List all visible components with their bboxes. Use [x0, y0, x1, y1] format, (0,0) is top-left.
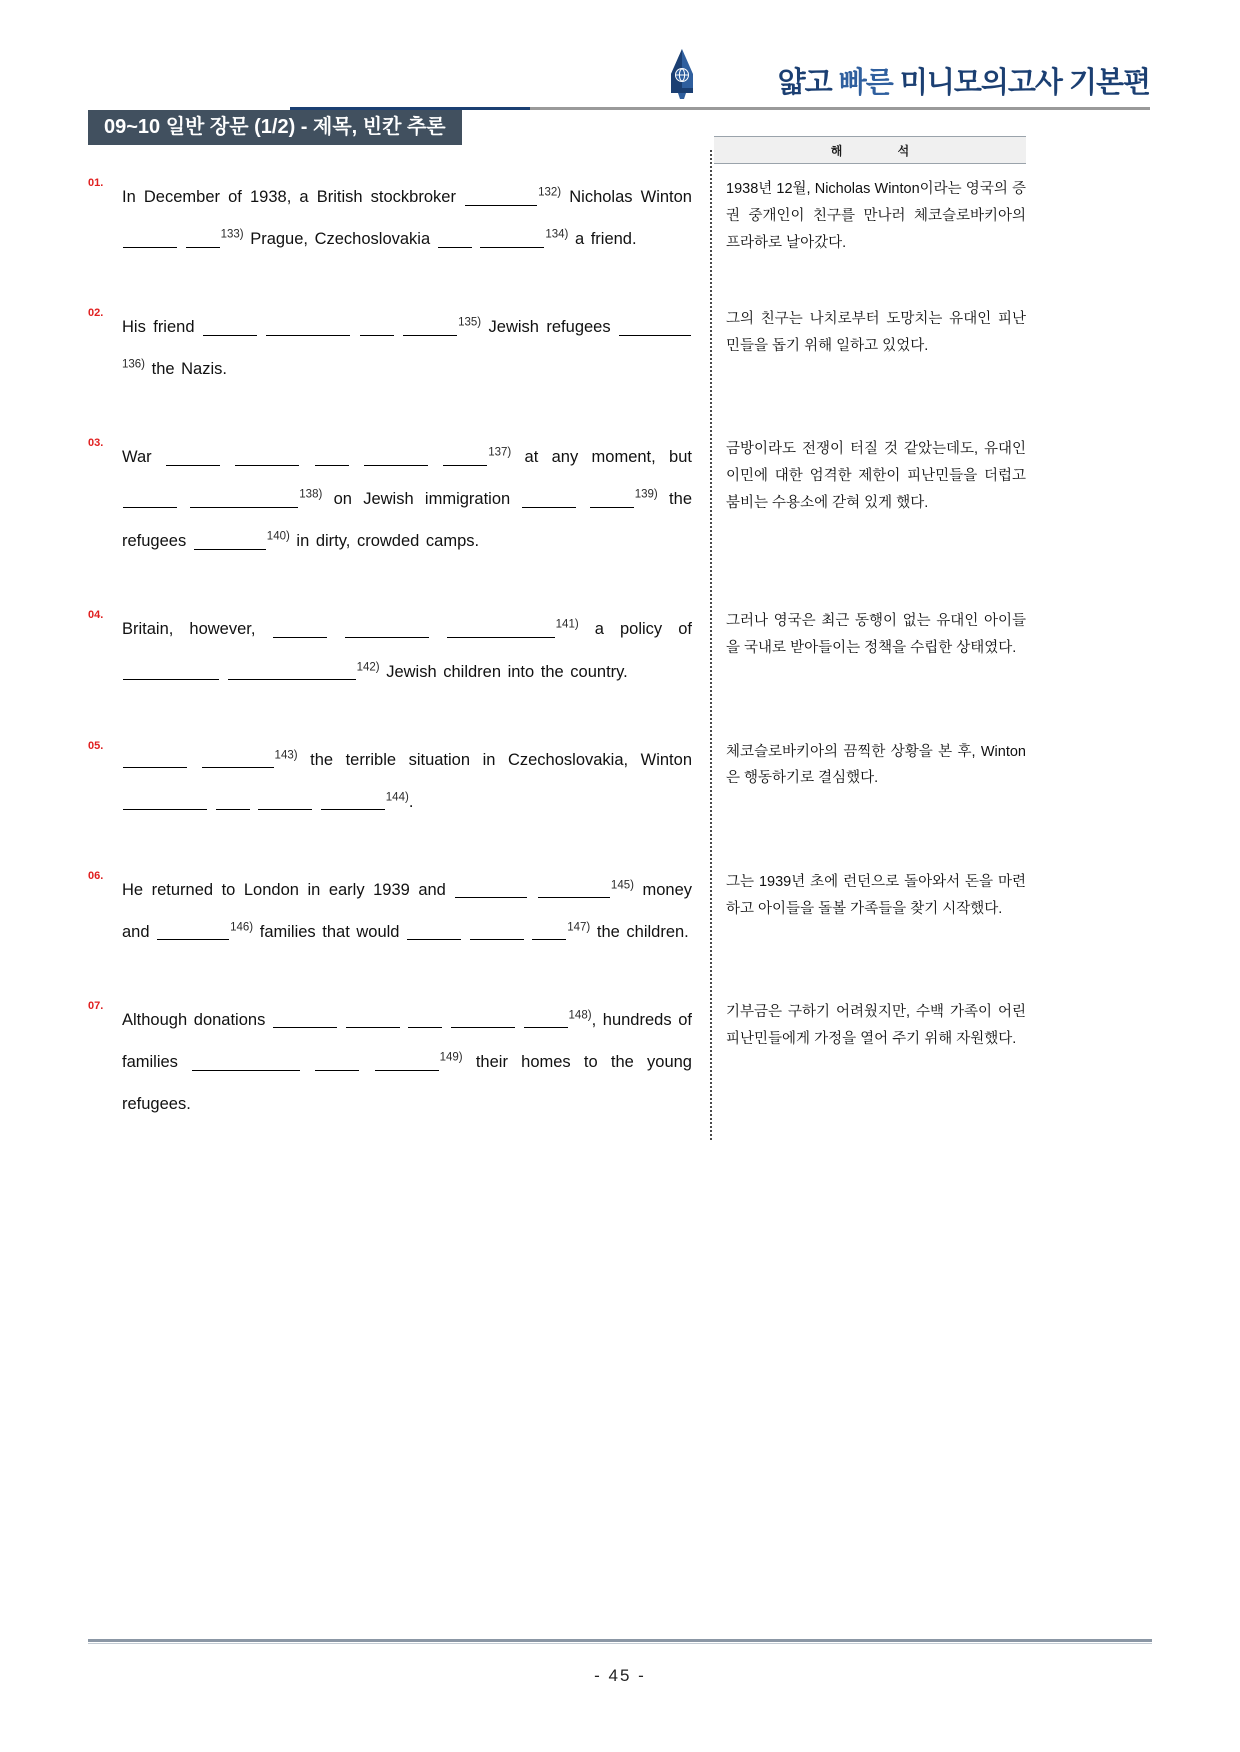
question-english-text: Although donations $^{148)}$, hundreds of families $^{149)}$ their homes to the young refugees. [122, 1009, 692, 1113]
question-number: 06. [88, 869, 104, 882]
question-translation-cell [704, 608, 1026, 662]
question-row [88, 999, 1026, 1125]
question-english-text: He returned to London in early 1939 and $^{145)}$ money and $^{146)}$ families that would $^{147)}$ the children. [122, 879, 692, 941]
question-english-cell [88, 176, 704, 260]
question-english-text: War $^{137)}$ at any moment, but $^{138)}$ on Jewish immigration $^{139)}$ the refugees $^{140)}$ in dirty, crowded camps. [122, 446, 692, 551]
answer-reference-number: 141) [555, 618, 579, 631]
question-english-cell [88, 608, 704, 692]
answer-reference-number: 149) [439, 1051, 463, 1064]
answer-blank[interactable] [266, 318, 350, 335]
answer-blank[interactable] [532, 923, 566, 940]
answer-reference-number: 140) [266, 530, 290, 543]
question-row [88, 608, 1026, 692]
brand-segment-1: 얇고 [777, 67, 832, 99]
question-korean-translation: 기부금은 구하기 어려웠지만, 수백 가족이 어린 피난민들에게 가정을 열어 주기 위해 자원했다. [726, 1003, 1026, 1047]
answer-blank[interactable] [451, 1011, 515, 1028]
answer-blank[interactable] [619, 318, 691, 335]
answer-blank[interactable] [538, 881, 610, 898]
question-translation-cell [704, 436, 1026, 516]
translation-column-label: 해 석 [830, 143, 936, 158]
question-number: 03. [88, 437, 104, 450]
question-translation-cell [704, 999, 1026, 1053]
answer-reference-number: 146) [230, 921, 254, 934]
question-korean-translation: 1938년 12월, Nicholas Winton이라는 영국의 증권 중개인이 친구를 만나러 체코슬로바키아의 프라하로 날아갔다. [726, 181, 1026, 251]
question-korean-translation: 그는 1939년 초에 런던으로 돌아와서 돈을 마련하고 아이들을 돌볼 가족들을 찾기 시작했다. [726, 873, 1026, 917]
question-korean-translation: 체코슬로바키아의 끔찍한 상황을 본 후, Winton은 행동하기로 결심했다. [726, 743, 1026, 787]
answer-blank[interactable] [321, 793, 385, 810]
answer-blank[interactable] [216, 793, 250, 810]
brand-title [778, 69, 1150, 100]
translation-column-header [714, 136, 1026, 164]
question-english-text: $^{143)}$ the terrible situation in Czechoslovakia, Winton $^{144)}$. [122, 739, 692, 823]
question-english-text: In December of 1938, a British stockbroker $^{132)}$ Nicholas Winton $^{133)}$ Prague, Czechoslovakia $^{134)}$ a friend. [122, 186, 692, 249]
answer-blank[interactable] [480, 230, 544, 247]
question-row [88, 176, 1026, 260]
question-row [88, 306, 1026, 390]
answer-reference-number: 138) [299, 488, 323, 501]
footer-rule [88, 1639, 1152, 1642]
answer-blank[interactable] [346, 1011, 400, 1028]
question-number: 05. [88, 739, 104, 752]
answer-blank[interactable] [123, 793, 207, 810]
answer-blank[interactable] [123, 230, 177, 247]
question-english-cell [88, 999, 704, 1125]
answer-blank[interactable] [190, 491, 298, 508]
answer-blank[interactable] [228, 663, 356, 680]
answer-reference-number: 137) [488, 446, 512, 459]
answer-blank[interactable] [408, 1011, 442, 1028]
question-korean-translation: 금방이라도 전쟁이 터질 것 같았는데도, 유대인 이민에 대한 엄격한 제한이 피난민들을 더럽고 붐비는 수용소에 갇혀 있게 했다. [726, 441, 1026, 511]
page-header [90, 48, 1150, 110]
brand-segment-3: 미니모의고사 기본편 [899, 67, 1150, 99]
answer-blank[interactable] [345, 621, 429, 638]
answer-reference-number: 136) [122, 358, 146, 371]
answer-blank[interactable] [157, 923, 229, 940]
answer-blank[interactable] [315, 449, 349, 466]
answer-blank[interactable] [470, 923, 524, 940]
question-row [88, 869, 1026, 953]
answer-blank[interactable] [443, 449, 487, 466]
question-english-cell [88, 739, 704, 823]
answer-blank[interactable] [364, 449, 428, 466]
question-english-text: His friend $^{135)}$ Jewish refugees $^{136)}$ the Nazis. [122, 306, 692, 390]
question-translation-cell [704, 176, 1026, 256]
answer-blank[interactable] [123, 491, 177, 508]
question-row [88, 739, 1026, 823]
answer-blank[interactable] [186, 230, 220, 247]
answer-reference-number: 132) [538, 186, 562, 199]
answer-blank[interactable] [123, 663, 219, 680]
brand-segment-2: 빠른 [838, 67, 893, 99]
answer-blank[interactable] [202, 751, 274, 768]
answer-reference-number: 148) [568, 1009, 592, 1022]
answer-reference-number: 139) [634, 488, 658, 501]
question-translation-cell [704, 739, 1026, 793]
answer-blank[interactable] [235, 449, 299, 466]
answer-blank[interactable] [438, 230, 472, 247]
answer-blank[interactable] [375, 1053, 439, 1070]
answer-blank[interactable] [465, 188, 537, 205]
answer-blank[interactable] [524, 1011, 568, 1028]
question-english-cell [88, 436, 704, 562]
question-english-cell [88, 306, 704, 390]
answer-blank[interactable] [258, 793, 312, 810]
answer-blank[interactable] [273, 1011, 337, 1028]
answer-blank[interactable] [273, 621, 327, 638]
question-korean-translation: 그의 친구는 나치로부터 도망치는 유대인 피난민들을 돕기 위해 일하고 있었다. [726, 311, 1026, 354]
answer-blank[interactable] [123, 751, 187, 768]
answer-blank[interactable] [403, 318, 457, 335]
question-english-text: Britain, however, $^{141)}$ a policy of $^{142)}$ Jewish children into the country. [122, 618, 692, 681]
answer-reference-number: 133) [220, 228, 244, 241]
question-translation-cell [704, 306, 1026, 360]
question-number: 04. [88, 609, 104, 622]
answer-reference-number: 143) [274, 749, 298, 762]
answer-blank[interactable] [407, 923, 461, 940]
question-number: 01. [88, 177, 104, 189]
answer-blank[interactable] [194, 533, 266, 550]
fountain-pen-nib-globe-icon [660, 48, 704, 100]
answer-blank[interactable] [447, 621, 555, 638]
answer-reference-number: 142) [356, 661, 380, 673]
answer-blank[interactable] [360, 318, 394, 335]
answer-reference-number: 144) [385, 791, 409, 804]
section-title: 09~10 일반 장문 (1/2) - 제목, 빈칸 추론 [88, 110, 462, 145]
answer-blank[interactable] [455, 881, 527, 898]
question-number: 02. [88, 307, 104, 320]
question-translation-cell [704, 869, 1026, 923]
answer-reference-number: 147) [567, 921, 591, 934]
page-number: - 45 - [594, 1666, 646, 1685]
question-korean-translation: 그러나 영국은 최근 동행이 없는 유대인 아이들을 국내로 받아들이는 정책을 수립한 상태였다. [726, 613, 1026, 657]
answer-blank[interactable] [203, 318, 257, 335]
question-row [88, 436, 1026, 562]
worksheet-body [88, 176, 1026, 1125]
answer-blank[interactable] [315, 1053, 359, 1070]
answer-reference-number: 135) [458, 316, 482, 329]
answer-reference-number: 145) [610, 879, 634, 892]
answer-blank[interactable] [590, 491, 634, 508]
answer-reference-number: 134) [545, 228, 569, 241]
question-number: 07. [88, 999, 104, 1012]
answer-blank[interactable] [192, 1053, 300, 1070]
answer-blank[interactable] [522, 491, 576, 508]
brand-row [90, 48, 1150, 100]
question-english-cell [88, 869, 704, 953]
answer-blank[interactable] [166, 449, 220, 466]
